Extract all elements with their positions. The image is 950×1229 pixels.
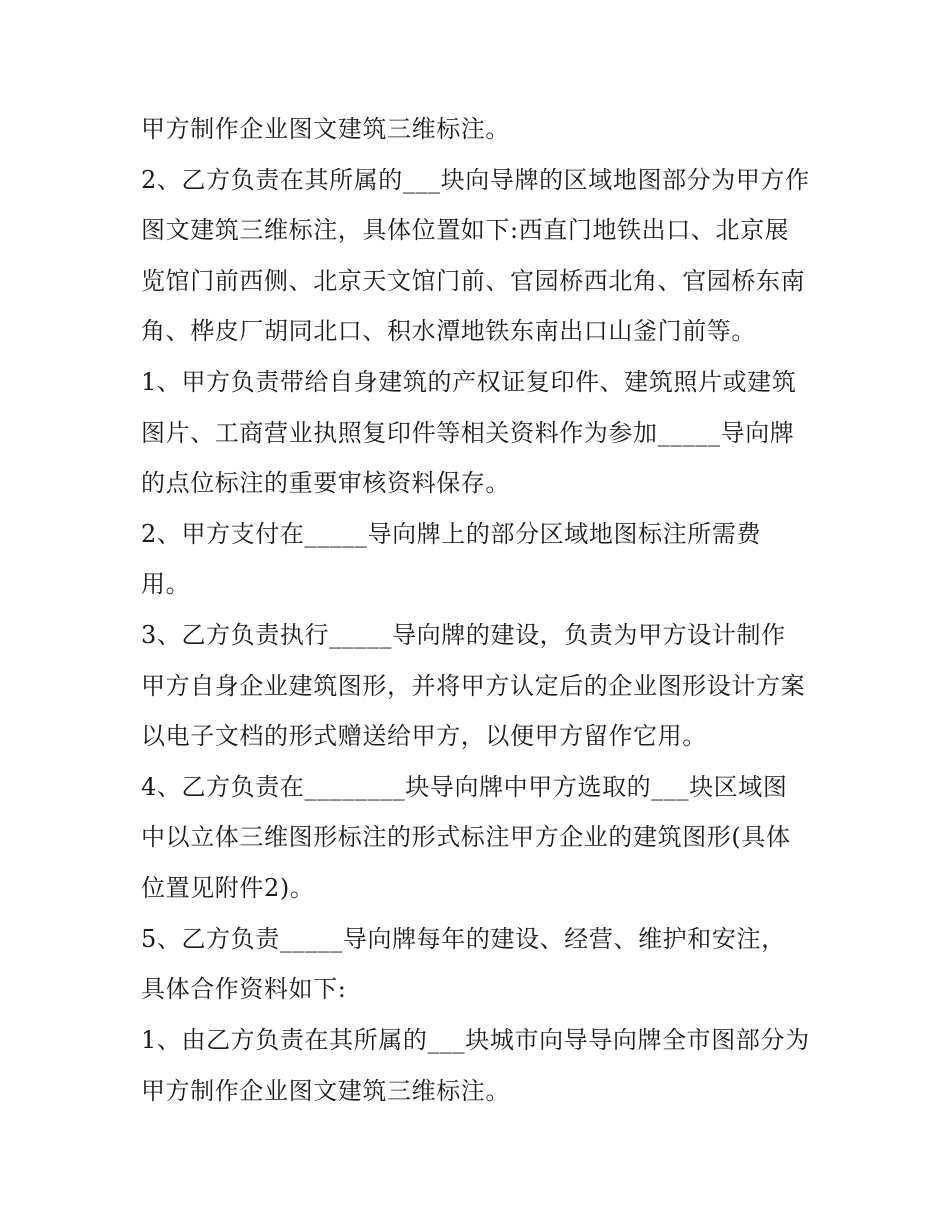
text-line: 2、乙方负责在其所属的___块向导牌的区域地图部分为甲方作 — [141, 166, 810, 194]
text-line: 1、甲方负责带给自身建筑的产权证复印件、建筑照片或建筑 — [141, 368, 797, 396]
text-line: 览馆门前西侧、北京天文馆门前、官园桥西北角、官园桥东南 — [141, 267, 806, 295]
text-line: 4、乙方负责在________块导向牌中甲方选取的___块区域图 — [141, 773, 788, 801]
text-line: 图片、工商营业执照复印件等相关资料作为参加_____导向牌 — [141, 419, 795, 447]
text-line: 甲方制作企业图文建筑三维标注。 — [141, 115, 510, 143]
text-line: 5、乙方负责_____导向牌每年的建设、经营、维护和安注， — [141, 925, 786, 953]
text-line: 图文建筑三维标注，具体位置如下:西直门地铁出口、北京展 — [141, 216, 790, 244]
text-line: 具体合作资料如下: — [141, 975, 347, 1003]
text-line: 3、乙方负责执行_____导向牌的建设，负责为甲方设计制作 — [141, 621, 786, 649]
text-line: 甲方制作企业图文建筑三维标注。 — [141, 1077, 510, 1105]
text-line: 2、甲方支付在_____导向牌上的部分区域地图标注所需费 — [141, 520, 762, 548]
text-line: 位置见附件2)。 — [141, 874, 315, 902]
text-line: 的点位标注的重要审核资料保存。 — [141, 469, 510, 497]
text-line: 角、桦皮厂胡同北口、积水潭地铁东南出口山釜门前等。 — [141, 317, 756, 345]
text-line: 用。 — [141, 570, 191, 598]
text-line: 以电子文档的形式赠送给甲方，以便甲方留作它用。 — [141, 722, 707, 750]
text-line: 甲方自身企业建筑图形，并将甲方认定后的企业图形设计方案 — [141, 672, 806, 700]
text-line: 中以立体三维图形标注的形式标注甲方企业的建筑图形(具体 — [141, 823, 791, 851]
text-line: 1、由乙方负责在其所属的___块城市向导导向牌全市图部分为 — [141, 1026, 810, 1054]
